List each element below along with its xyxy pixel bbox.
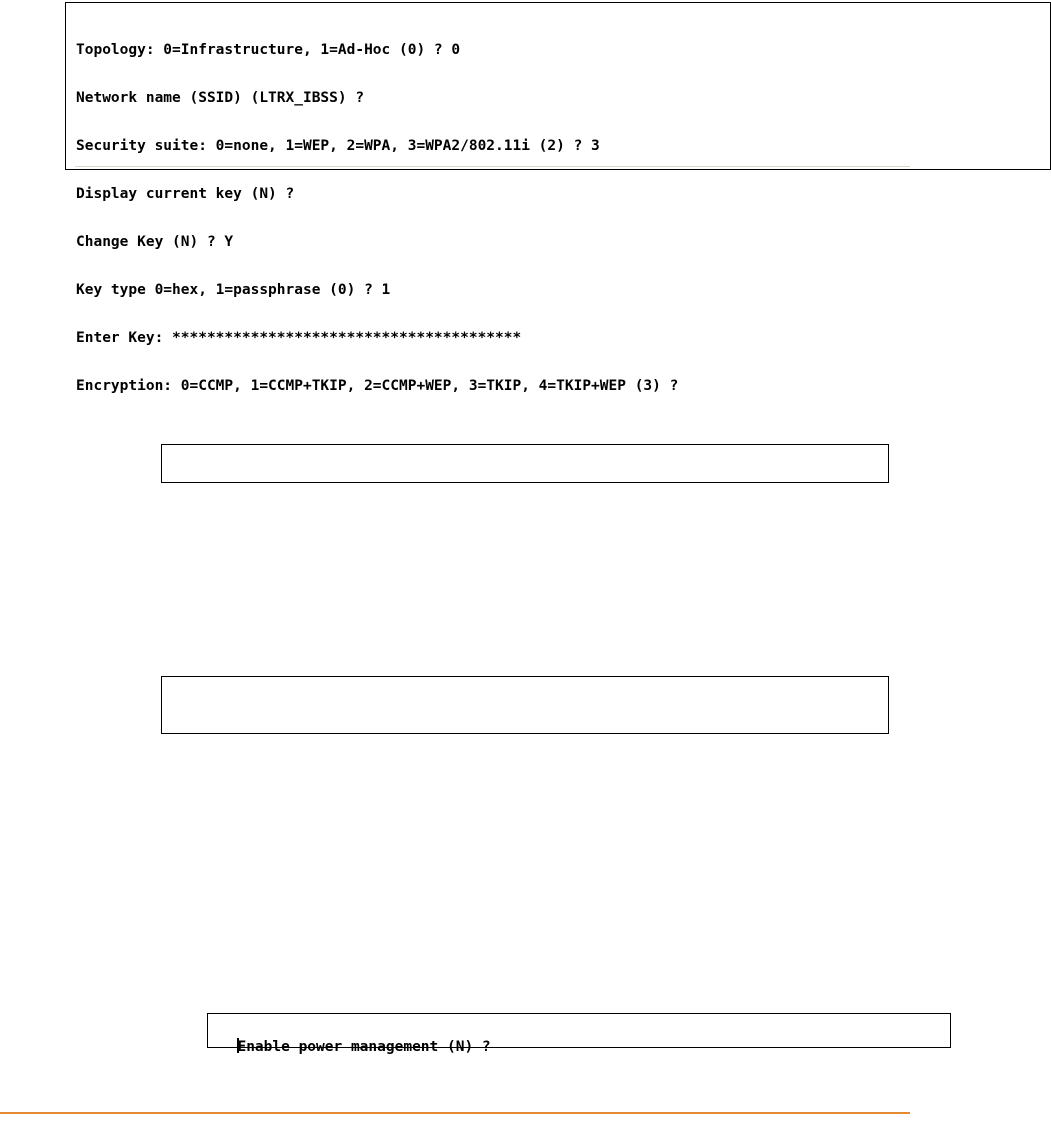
terminal-screenshot-security-settings <box>65 2 1051 394</box>
terminal-line-key-type: Key type 0=hex, 1=passphrase (0) ? 1 <box>76 282 391 298</box>
footer-divider <box>0 1112 910 1114</box>
terminal-screenshot-power-management <box>207 1013 951 1055</box>
terminal-line-security-suite: Security suite: 0=none, 1=WEP, 2=WPA, 3=WPA2/802.11i (2) ? 3 <box>76 138 600 154</box>
terminal-line-power-management: Enable power management (N) ? <box>237 1039 491 1055</box>
terminal-line-enter-key: Enter Key: **************************************** <box>76 330 522 346</box>
terminal-line-network-name: Network name (SSID) (LTRX_IBSS) ? <box>76 90 365 106</box>
empty-screenshot-frame-1 <box>161 444 889 483</box>
empty-screenshot-frame-2 <box>161 676 889 734</box>
terminal-line-change-key: Change Key (N) ? Y <box>76 234 234 250</box>
terminal-line-topology: Topology: 0=Infrastructure, 1=Ad-Hoc (0) ? 0 <box>76 42 461 58</box>
terminal-line-display-key: Display current key (N) ? <box>76 186 295 202</box>
terminal-line-encryption: Encryption: 0=CCMP, 1=CCMP+TKIP, 2=CCMP+WEP, 3=TKIP, 4=TKIP+WEP (3) ? <box>76 378 679 394</box>
terminal-text-underline <box>75 166 910 167</box>
